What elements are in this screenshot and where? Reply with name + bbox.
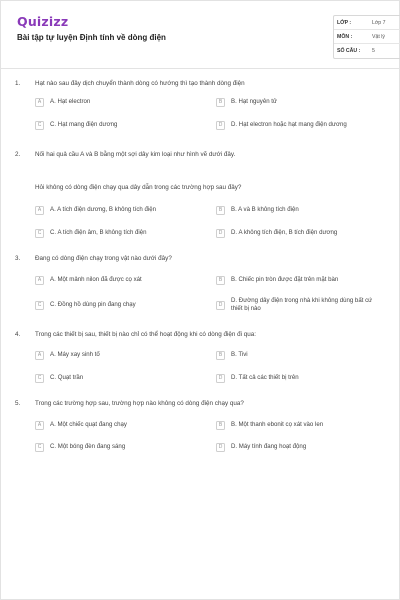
option-text: C. Hạt mang điện dương bbox=[50, 121, 118, 128]
option-a[interactable] bbox=[35, 98, 90, 107]
option-text: B. A và B không tích điện bbox=[231, 206, 299, 213]
meta-info-box bbox=[333, 15, 400, 59]
meta-value: 5 bbox=[372, 48, 375, 54]
question-number: 3. bbox=[15, 255, 21, 262]
question-subtext: Hỏi không có dòng điện chạy qua dây dẫn trong các trường hợp sau đây? bbox=[35, 184, 242, 191]
option-text: B. Một thanh ebonit cọ xát vào len bbox=[231, 421, 324, 428]
option-letter-badge: B bbox=[216, 421, 225, 430]
option-d[interactable] bbox=[216, 121, 347, 130]
option-c[interactable] bbox=[35, 301, 136, 310]
option-text: A. Một mảnh nilon đã được cọ xát bbox=[50, 276, 142, 283]
option-text: B. Hạt nguyên tử bbox=[231, 98, 278, 105]
option-c[interactable] bbox=[35, 229, 147, 238]
meta-value: Lớp 7 bbox=[372, 19, 386, 26]
question-number: 4. bbox=[15, 331, 21, 338]
option-letter-badge: B bbox=[216, 276, 225, 285]
meta-value: Vật lý bbox=[372, 33, 385, 40]
option-c[interactable] bbox=[35, 374, 83, 383]
option-letter-badge: D bbox=[216, 229, 225, 238]
option-d[interactable] bbox=[216, 443, 306, 452]
question-text: Trong các thiết bị sau, thiết bị nào chỉ có thể hoạt động khi có dòng điện đi qua: bbox=[35, 331, 257, 338]
option-a[interactable] bbox=[35, 351, 100, 360]
option-c[interactable] bbox=[35, 443, 125, 452]
option-letter-badge: B bbox=[216, 206, 225, 215]
quizizz-logo: Quizizz bbox=[17, 14, 69, 29]
option-b[interactable] bbox=[216, 421, 323, 430]
meta-row-subject bbox=[334, 30, 400, 44]
meta-key: MÔN : bbox=[337, 33, 353, 40]
question-text: Đang có dòng điện chạy trong vật nào dưới đây? bbox=[35, 255, 172, 262]
option-text: A. Hạt electron bbox=[50, 98, 91, 105]
option-text: D. Máy tính đang hoạt động bbox=[231, 443, 307, 450]
option-text: C. Quạt trần bbox=[50, 374, 84, 381]
option-letter-badge: B bbox=[216, 351, 225, 360]
option-text: D. A không tích điện, B tích điện dương bbox=[231, 229, 338, 236]
option-text: A. Máy xay sinh tố bbox=[50, 351, 100, 358]
option-letter-badge: A bbox=[35, 98, 44, 107]
option-text: C. A tích điện âm, B không tích điện bbox=[50, 229, 147, 236]
option-text: C. Một bóng đèn đang sáng bbox=[50, 443, 126, 450]
option-letter-badge: D bbox=[216, 374, 225, 383]
option-letter-badge: A bbox=[35, 206, 44, 215]
question-text: Nối hai quả cầu A và B bằng một sợi dây kim loại như hình vẽ dưới đây. bbox=[35, 151, 236, 158]
option-text: A. A tích điện dương, B không tích điện bbox=[50, 206, 156, 213]
option-a[interactable] bbox=[35, 421, 127, 430]
meta-key: LỚP : bbox=[337, 19, 352, 26]
question-number: 2. bbox=[15, 151, 21, 158]
option-b[interactable] bbox=[216, 351, 248, 360]
option-b[interactable] bbox=[216, 206, 299, 215]
option-text: B. Tivi bbox=[231, 351, 248, 358]
option-letter-badge: A bbox=[35, 351, 44, 360]
option-text: A. Một chiếc quạt đang chạy bbox=[50, 421, 127, 428]
option-letter-badge: D bbox=[216, 121, 225, 130]
option-c[interactable] bbox=[35, 121, 117, 130]
option-text: D. Hạt electron hoặc hạt mang điện dương bbox=[231, 121, 347, 128]
option-text: C. Đồng hồ dùng pin đang chạy bbox=[50, 301, 136, 308]
question-number: 1. bbox=[15, 80, 21, 87]
option-a[interactable] bbox=[35, 276, 142, 285]
option-letter-badge: C bbox=[35, 229, 44, 238]
option-d[interactable] bbox=[216, 297, 383, 313]
option-letter-badge: C bbox=[35, 121, 44, 130]
option-text: D. Đường dây điện trong nhà khi không dùng bất cứ thiết bị nào bbox=[231, 297, 373, 312]
header-divider bbox=[1, 68, 400, 69]
question-number: 5. bbox=[15, 400, 21, 407]
option-d[interactable] bbox=[216, 374, 299, 383]
option-letter-badge: A bbox=[35, 421, 44, 430]
meta-row-grade bbox=[334, 16, 400, 30]
option-text: D. Tất cả các thiết bị trên bbox=[231, 374, 299, 381]
option-text: B. Chiếc pin tròn được đặt trên mặt bàn bbox=[231, 276, 339, 283]
worksheet-title: Bài tập tự luyện Định tính về dòng điện bbox=[17, 33, 166, 42]
option-b[interactable] bbox=[216, 276, 338, 285]
question-text: Trong các trường hợp sau, trường hợp nào không có dòng điện chạy qua? bbox=[35, 400, 244, 407]
option-letter-badge: C bbox=[35, 301, 44, 310]
option-letter-badge: D bbox=[216, 301, 225, 310]
meta-row-question-count bbox=[334, 44, 400, 58]
option-a[interactable] bbox=[35, 206, 156, 215]
option-letter-badge: A bbox=[35, 276, 44, 285]
meta-key: SỐ CÂU : bbox=[337, 48, 361, 54]
option-letter-badge: C bbox=[35, 443, 44, 452]
option-letter-badge: B bbox=[216, 98, 225, 107]
question-text: Hạt nào sau đây dịch chuyển thành dòng có hướng thì tạo thành dòng điện bbox=[35, 80, 245, 87]
option-d[interactable] bbox=[216, 229, 337, 238]
option-b[interactable] bbox=[216, 98, 277, 107]
option-letter-badge: D bbox=[216, 443, 225, 452]
option-letter-badge: C bbox=[35, 374, 44, 383]
worksheet-header bbox=[13, 11, 391, 63]
